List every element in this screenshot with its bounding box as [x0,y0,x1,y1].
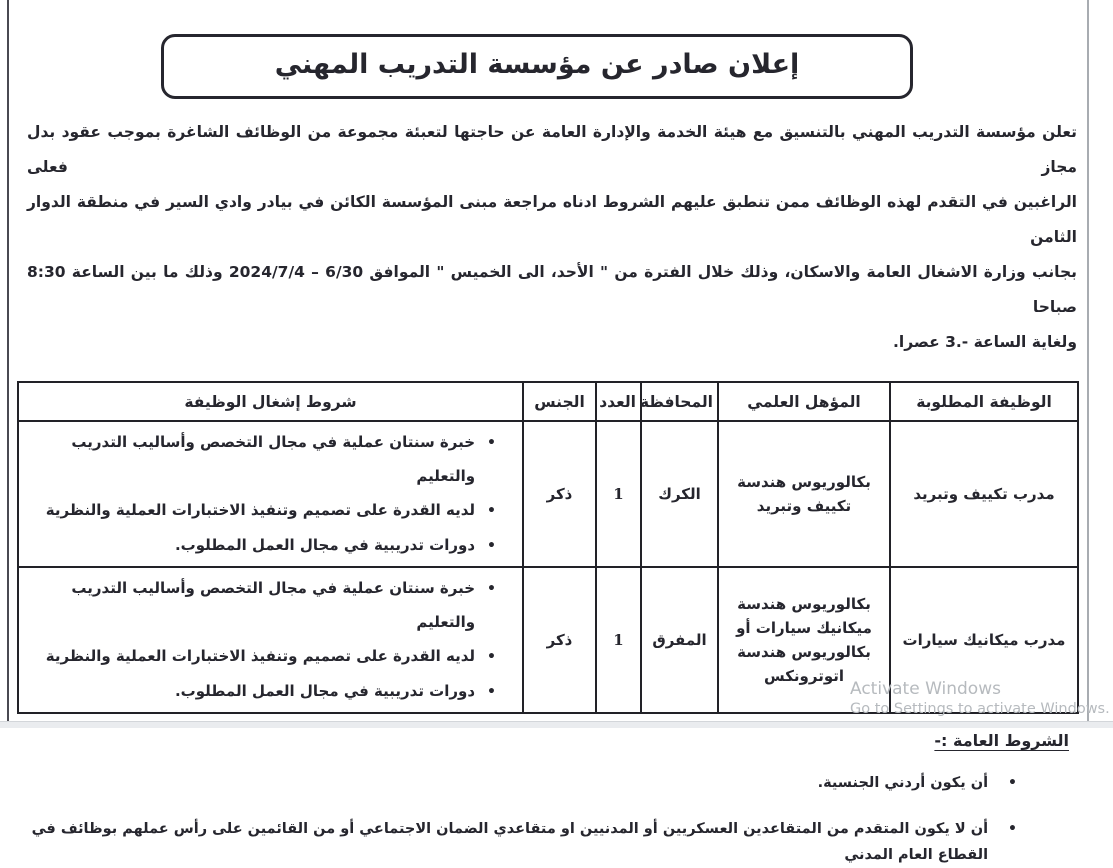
col-header-governorate: المحافظة [641,382,718,421]
cell-count: 1 [596,421,641,567]
cell-gender: ذكر [523,567,596,713]
cell-conditions [18,567,523,713]
vacancies-table [17,381,1079,714]
intro-line-4: ولغاية الساعة -.3 عصرا. [893,333,1077,351]
cell-count: 1 [596,567,641,713]
intro-line-1: تعلن مؤسسة التدريب المهني بالتنسيق مع هيئة الخدمة والإدارة العامة عن حاجتها لتعبئة مجموعة من الوظائف الشاغرة بموجب عقود بدل مجاز فعلى [27,123,1077,176]
condition-item: • لديه القدرة على تصميم وتنفيذ الاختبارات العملية والنظرية [29,639,496,674]
cell-position: مدرب ميكانيك سيارات [890,567,1078,713]
condition-item: • دورات تدريبية في مجال العمل المطلوب. [29,528,496,563]
condition-item: • خبرة سنتان عملية في مجال التخصص وأساليب التدريب والتعليم [29,425,496,493]
condition-item: • لديه القدرة على تصميم وتنفيذ الاختبارات العملية والنظرية [29,493,496,528]
cell-governorate: الكرك [641,421,718,567]
general-conditions-section [27,731,1069,868]
col-header-gender: الجنس [523,382,596,421]
bullet-icon: • [487,503,496,519]
cell-conditions [18,421,523,567]
cell-qualification: بكالوريوس هندسة ميكانيك سيارات أو بكالوريوس هندسة اتوترونكس [718,567,890,713]
table-row-hvac-trainer [18,421,1078,567]
page-title: إعلان صادر عن مؤسسة التدريب المهني [274,49,800,80]
intro-line-2: الراغبين في التقدم لهذه الوظائف ممن تنطبق عليهم الشروط ادناه مراجعة مبنى المؤسسة الكائن في بيادر وادي السير في منطقة الدوار الثامن [27,193,1077,246]
cell-qualification: بكالوريوس هندسة تكييف وتبريد [718,421,890,567]
bullet-icon: • [487,435,496,451]
conditions-list [23,571,518,709]
intro-paragraph [27,115,1077,360]
general-conditions-heading: الشروط العامة :- [934,731,1069,750]
bullet-icon: • [487,649,496,665]
table-row-auto-mechanic-trainer [18,567,1078,713]
general-condition-item [27,770,1069,796]
col-header-position: الوظيفة المطلوبة [890,382,1078,421]
condition-item: • دورات تدريبية في مجال العمل المطلوب. [29,674,496,709]
document-page [7,0,1089,863]
bullet-icon: • [1008,775,1017,791]
announcement-title-box [161,34,913,99]
general-condition-text: أن لا يكون المتقدم من المتقاعدين العسكريين أو المدنيين او متقاعدي الضمان الاجتماعي أو من القائمين على رأس عملهم بوظائف في القطاع العام المدني [31,821,989,863]
conditions-list [23,425,518,563]
cell-position: مدرب تكييف وتبريد [890,421,1078,567]
cell-governorate: المفرق [641,567,718,713]
bullet-icon: • [487,581,496,597]
condition-item: • خبرة سنتان عملية في مجال التخصص وأساليب التدريب والتعليم [29,571,496,639]
watermark-line-1: Activate Windows [850,679,1001,699]
col-header-count: العدد [596,382,641,421]
watermark-line-2: Go to Settings to activate Windows. [850,701,1110,717]
general-condition-item [27,816,1069,868]
col-header-qualification: المؤهل العلمي [718,382,890,421]
cell-gender: ذكر [523,421,596,567]
bullet-icon: • [487,684,496,700]
bottom-edge-bar [0,721,1113,728]
intro-line-3: بجانب وزارة الاشغال العامة والاسكان، وذلك خلال الفترة من " الأحد، الى الخميس " الموافق 6/30 – 2024/7/4 وذلك ما بين الساعة 8:30 صباحا [27,263,1077,316]
table-header-row [18,382,1078,421]
general-condition-text: أن يكون أردني الجنسية. [817,775,989,791]
bullet-icon: • [1008,821,1017,837]
bullet-icon: • [487,538,496,554]
col-header-conditions: شروط إشغال الوظيفة [18,382,523,421]
